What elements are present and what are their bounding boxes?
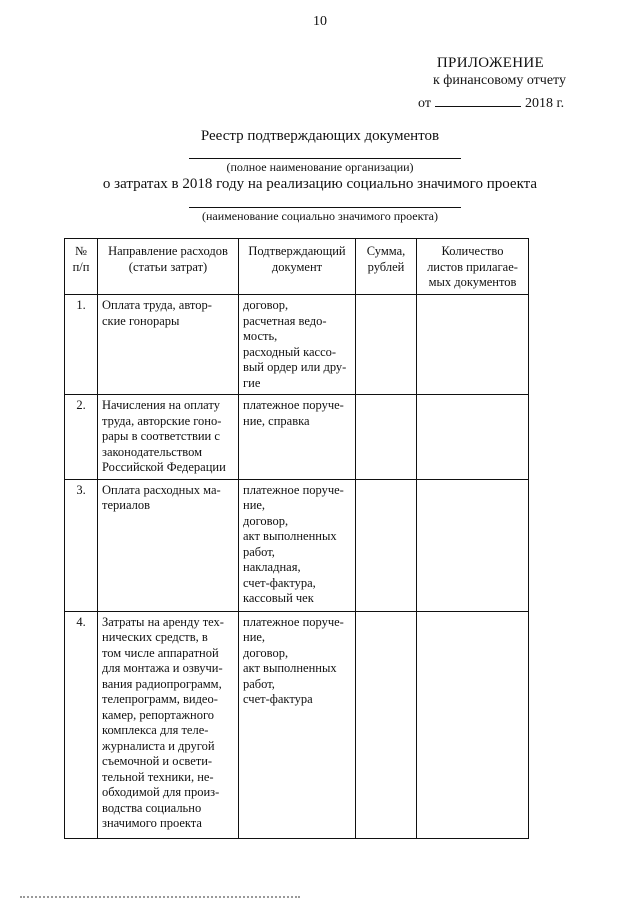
row-num: 1. xyxy=(65,295,98,395)
appendix-subtitle: к финансовому отчету xyxy=(432,73,566,88)
project-name-line xyxy=(189,207,461,208)
registry-table xyxy=(64,238,529,839)
header-sheets: Количество листов прилагае- мых документов xyxy=(417,239,529,295)
scan-edge-marks xyxy=(20,896,300,900)
header-direction: Направление расходов (статьи затрат) xyxy=(98,239,239,295)
page-number: 10 xyxy=(313,14,327,29)
row-sheets xyxy=(417,295,529,395)
row-num: 3. xyxy=(65,479,98,611)
row-document: платежное поруче- ние, договор, акт выполненных работ, накладная, счет-фактура, кассовый чек xyxy=(239,479,356,611)
row-num: 4. xyxy=(65,611,98,838)
table-row xyxy=(65,479,529,611)
row-direction: Затраты на аренду тех- нических средств, в том числе аппаратной для монтажа и озвучи- вания радиопрограмм, телепрограмм, видео- камер, репортажного комплекса для теле- журналиста и другой съемочной и освети- тельной техники, не- обходимой для произ- водства социально значимого проекта xyxy=(98,611,239,838)
table-row xyxy=(65,395,529,480)
row-num: 2. xyxy=(65,395,98,480)
date-suffix: 2018 г. xyxy=(524,96,565,111)
row-sum xyxy=(356,611,417,838)
costs-description: о затратах в 2018 году на реализацию социально значимого проекта xyxy=(102,176,538,192)
row-sheets xyxy=(417,611,529,838)
row-sheets xyxy=(417,395,529,480)
organization-name-line xyxy=(189,158,461,159)
row-document: платежное поруче- ние, договор, акт выполненных работ, счет-фактура xyxy=(239,611,356,838)
row-direction: Оплата труда, автор- ские гонорары xyxy=(98,295,239,395)
table-header-row xyxy=(65,239,529,295)
row-direction: Оплата расходных ма- териалов xyxy=(98,479,239,611)
organization-caption: (полное наименование организации) xyxy=(226,160,414,174)
header-sum: Сумма, рублей xyxy=(356,239,417,295)
date-blank-field xyxy=(435,94,521,107)
row-document: платежное поруче- ние, справка xyxy=(239,395,356,480)
row-sum xyxy=(356,295,417,395)
row-sheets xyxy=(417,479,529,611)
row-document: договор, расчетная ведо- мость, расходный кассо- вый ордер или дру- гие xyxy=(239,295,356,395)
appendix-title: ПРИЛОЖЕНИЕ xyxy=(436,55,544,71)
project-caption: (наименование социально значимого проекта) xyxy=(202,209,438,223)
header-document: Подтверждающий документ xyxy=(239,239,356,295)
table-row xyxy=(65,611,529,838)
appendix-block xyxy=(388,54,568,90)
appendix-date-line xyxy=(418,94,564,112)
row-sum xyxy=(356,479,417,611)
table-row xyxy=(65,295,529,395)
row-sum xyxy=(356,395,417,480)
document-title: Реестр подтверждающих документов xyxy=(200,128,440,144)
row-direction: Начисления на оплату труда, авторские гоно- рары в соответствии с законодательством Российской Федерации xyxy=(98,395,239,480)
date-prefix: от xyxy=(418,96,431,111)
header-num: № п/п xyxy=(65,239,98,295)
